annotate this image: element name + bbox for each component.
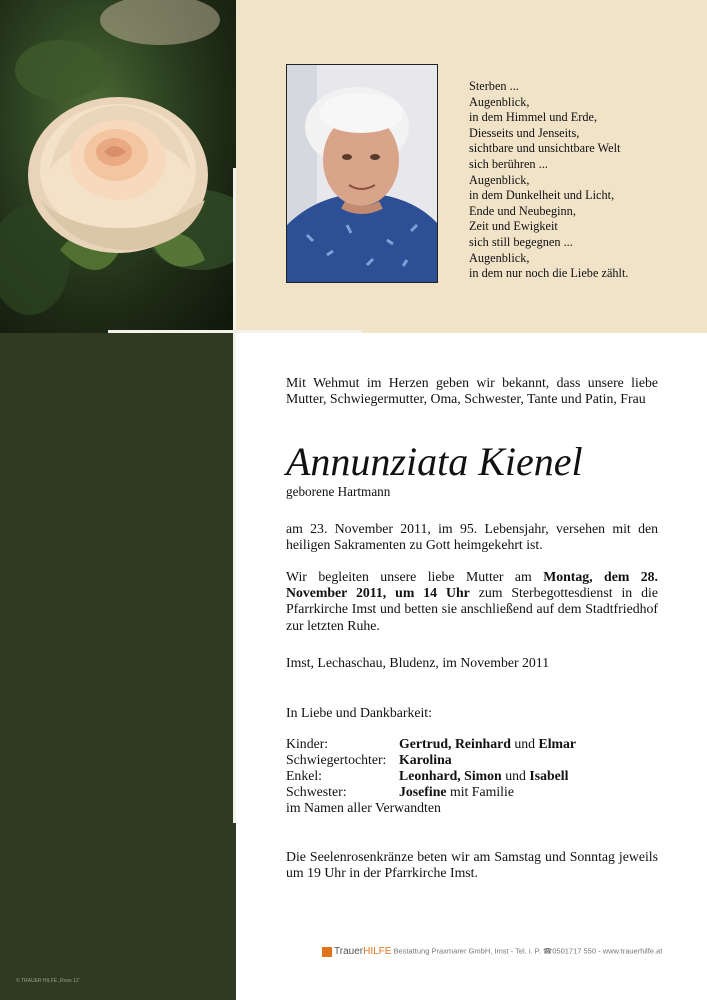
copyright: © TRAUER HILFE „Rose 11“ bbox=[16, 978, 81, 984]
poem-line: sichtbare und unsichtbare Welt bbox=[469, 141, 621, 156]
relative-names: Gertrud, Reinhard bbox=[399, 736, 511, 751]
poem-line: Augenblick, bbox=[469, 250, 530, 265]
poem-line: Augenblick, bbox=[469, 172, 530, 187]
brand-part: Trauer bbox=[334, 946, 364, 957]
relative-label: Schwiegertochter: bbox=[286, 752, 387, 767]
place-date: Imst, Lechaschau, Bludenz, im November 2011 bbox=[286, 655, 550, 670]
relative-names: Isabell bbox=[529, 768, 569, 783]
poem-line: sich berühren ... bbox=[469, 156, 548, 171]
relative-names: Elmar bbox=[538, 736, 577, 751]
funeral-post: zum Sterbegottesdienst in die Pfarrkirche Imst und betten sie anschließend auf dem Stadtfriedhof zur letzten Ruhe. bbox=[286, 585, 658, 633]
relative-label: Kinder: bbox=[286, 736, 329, 751]
funeral-notice bbox=[286, 569, 658, 634]
dark-panel bbox=[0, 333, 236, 1000]
footer bbox=[322, 946, 662, 957]
relatives-children bbox=[286, 736, 576, 752]
poem bbox=[469, 79, 628, 282]
trauerhilfe-logo-icon bbox=[322, 947, 332, 957]
rose-photo bbox=[0, 0, 236, 333]
rose-illustration bbox=[0, 0, 236, 333]
footer-text: Bestattung Praxmarer GmbH, Imst - Tel. i. P. ☎0501717 550 - www.trauerhilfe.at bbox=[393, 946, 663, 956]
relatives-grandchildren bbox=[286, 768, 568, 784]
relative-label: Enkel: bbox=[286, 768, 323, 783]
poem-line: Zeit und Ewigkeit bbox=[469, 219, 558, 234]
maiden-name: geborene Hartmann bbox=[286, 484, 391, 499]
poem-line: Diesseits und Jenseits, bbox=[469, 125, 580, 140]
relative-rest: mit Familie bbox=[446, 784, 514, 799]
poem-line: sich still begegnen ... bbox=[469, 234, 573, 249]
rosary-notice: Die Seelenrosenkränze beten wir am Samstag und Sonntag jeweils um 19 Uhr in der Pfarrkirche Imst. bbox=[286, 849, 658, 881]
relative-names: Leonhard, Simon bbox=[399, 768, 502, 783]
relative-names: Karolina bbox=[399, 752, 452, 767]
intro-text: Mit Wehmut im Herzen geben wir bekannt, dass unsere liebe Mutter, Schwiegermutter, Oma, Schwester, Tante und Patin, Frau bbox=[286, 375, 658, 407]
poem-line: Sterben ... bbox=[469, 79, 519, 93]
portrait-illustration bbox=[287, 65, 438, 283]
portrait-photo bbox=[286, 64, 438, 283]
thanks-line: In Liebe und Dankbarkeit: bbox=[286, 705, 432, 720]
death-notice: am 23. November 2011, im 95. Lebensjahr, versehen mit den heiligen Sakramenten zu Gott heimgekehrt ist. bbox=[286, 521, 658, 553]
funeral-pre: Wir begleiten unsere liebe Mutter am bbox=[286, 569, 544, 584]
funeral-date: Montag, dem 28. November 2011, um 14 Uhr bbox=[286, 569, 658, 601]
cross-vertical bbox=[233, 168, 236, 823]
poem-line: Ende und Neubeginn, bbox=[469, 203, 576, 218]
relative-conjunction: und bbox=[501, 768, 530, 783]
relative-conjunction: und bbox=[510, 736, 539, 751]
cross-horizontal bbox=[108, 330, 362, 333]
poem-line: in dem nur noch die Liebe zählt. bbox=[469, 266, 629, 281]
brand-part-highlight: HILFE bbox=[363, 946, 392, 957]
deceased-name: Annunziata Kienel bbox=[286, 439, 583, 484]
relatives-all: im Namen aller Verwandten bbox=[286, 800, 441, 815]
poem-line: Augenblick, bbox=[469, 94, 530, 109]
relatives-sister bbox=[286, 784, 514, 800]
relatives-daughter-in-law bbox=[286, 752, 452, 768]
relative-label: Schwester: bbox=[286, 784, 347, 799]
poem-line: in dem Dunkelheit und Licht, bbox=[469, 188, 615, 203]
poem-line: in dem Himmel und Erde, bbox=[469, 110, 598, 125]
brand-name bbox=[334, 946, 391, 957]
relative-names: Josefine bbox=[399, 784, 447, 799]
